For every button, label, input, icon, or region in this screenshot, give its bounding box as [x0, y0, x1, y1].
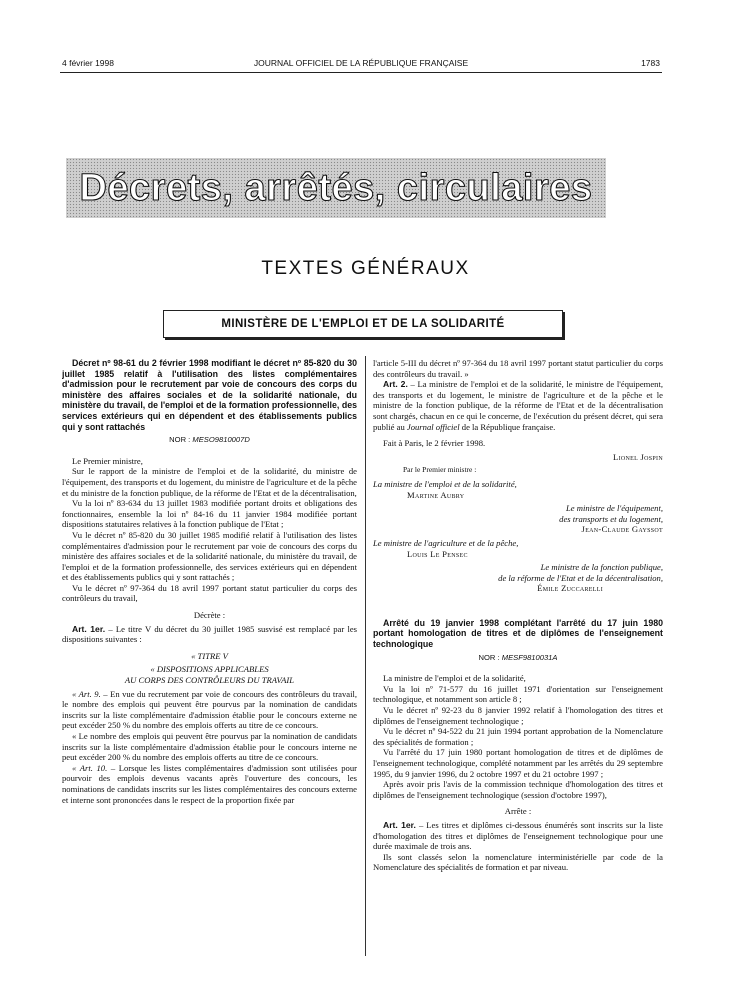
minister-3-role: Le ministre de l'agriculture et de la pêche,	[373, 537, 519, 548]
minister-4-role-a: Le ministre de la fonction publique,	[540, 562, 663, 573]
journal-officiel-ref: Journal officiel	[406, 421, 460, 432]
journal-name: JOURNAL OFFICIEL DE LA RÉPUBLIQUE FRANÇAISE	[253, 58, 469, 68]
arrete-title: Arrêté du 19 janvier 1998 complétant l'arrêté du 17 juin 1980 portant homologation de titres et de diplômes de l'enseignement technologique	[373, 617, 663, 650]
titre-subheading-2: AU CORPS DES CONTRÔLEURS DU TRAVAIL	[124, 675, 295, 686]
header-rule	[60, 72, 662, 73]
decree-paragraph: Vu la loi nº 83-634 du 13 juillet 1983 modifiée portant droits et obligations des fonctionnaires, ensemble la loi nº 84-16 du 11 janvier 1984 modifiée portant dispositions statutaires relatives à la fonction publique de l'Etat ;	[62, 498, 357, 530]
article-2-label: Art. 2.	[383, 379, 408, 390]
decree-paragraph: Le Premier ministre,	[72, 455, 143, 466]
arrete-article-1-label: Art. 1er.	[383, 819, 416, 830]
article-2	[373, 379, 663, 432]
arrete-paragraph: Vu le décret nº 92-23 du 8 janvier 1992 relatif à l'homologation des titres et diplômes de l'enseignement technologique ;	[373, 705, 663, 726]
page-number: 1783	[641, 58, 660, 68]
minister-2-name: Jean-Claude Gayssot	[581, 524, 663, 535]
nor-code: MESO9810007D	[192, 435, 250, 445]
ministry-heading: MINISTÈRE DE L'EMPLOI ET DE LA SOLIDARITÉ	[163, 310, 563, 338]
article-1-text: – Le titre V du décret du 30 juillet 1985 susvisé est remplacé par les dispositions suivantes :	[62, 623, 357, 645]
decree-title: Décret nº 98-61 du 2 février 1998 modifiant le décret nº 85-820 du 30 juillet 1985 relatif à l'utilisation des listes complémentaires d'admission pour le recrutement par voie de concours des corps du ministère des affaires sociales et de la solidarité nationale, du ministère du travail, de l'emploi et de la formation professionnelle, des services extérieurs qui en dépendent et des établissements publics qui y sont rattachés	[62, 358, 357, 432]
decree-paragraph: Sur le rapport de la ministre de l'emploi et de la solidarité, du ministre de l'équipement, des transports et du logement, du ministre de l'agriculture et de la pêche et du ministre de la fonction publique, de la réforme de l'Etat et de la décentralisation,	[62, 466, 357, 498]
article-10-continuation: l'article 5-III du décret nº 97-364 du 18 avril 1997 portant statut particulier du corps des contrôleurs du travail. »	[373, 358, 663, 379]
article-10	[62, 763, 357, 805]
arrete-article-1-paragraph-2: Ils sont classés selon la nomenclature interministérielle par code de la Nomenclature des spécialités de formation et par niveau.	[373, 851, 663, 873]
fait-line: Fait à Paris, le 2 février 1998.	[383, 438, 486, 449]
decree-paragraph: Vu le décret nº 85-820 du 30 juillet 1985 modifié relatif à l'utilisation des listes complémentaires d'admission pour le recrutement par voie de concours des corps du ministère des affaires sociales et de la solidarité nationale, du ministère du travail, de l'emploi et de la formation professionnelle, des services extérieurs qui en dépendent et des établissements publics qui y sont rattachés ;	[62, 529, 357, 583]
minister-4-role-b: de la réforme de l'Etat et de la décentralisation,	[498, 572, 663, 583]
article-10-label: « Art. 10.	[72, 762, 108, 773]
arrete-article-1-text: – Les titres et diplômes ci-dessous énumérés sont inscrits sur la liste d'homologation des titres et diplômes de l'enseignement technologique pour une durée maximale de trois ans.	[373, 819, 663, 852]
titre-subheading-1: « DISPOSITIONS APPLICABLES	[150, 664, 269, 675]
arrete-paragraph: Vu l'arrêté du 17 juin 1980 portant homologation de titres et de diplômes de l'enseignement technologique, complété notamment par les arrêtés du 29 septembre 1995, du 9 janvier 1996, du 2 octobre 1997 et du 21 octobre 1997 ;	[373, 747, 663, 779]
banner-title: Décrets, arrêtés, circulaires	[79, 167, 593, 209]
arrete-paragraph: La ministre de l'emploi et de la solidarité,	[383, 673, 526, 684]
par-premier-ministre: Par le Premier ministre :	[403, 465, 477, 475]
nor-label: NOR :	[478, 652, 500, 662]
article-2-end: de la République française.	[459, 421, 556, 432]
article-9-label: « Art. 9.	[72, 688, 101, 699]
signature-pm: Lionel Jospin	[613, 451, 663, 462]
article-9-text: – En vue du recrutement par voie de concours des contrôleurs du travail, le nombre des emplois qui peuvent être pourvus par la nomination de candidats inscrits sur la liste complémentaire d'admission établie pour le concours externe ne peut excéder 250 % du nombre des emplois offerts au titre de ce concours.	[62, 688, 357, 731]
minister-1-name: Martine Aubry	[407, 489, 465, 500]
running-header	[62, 58, 660, 72]
article-10-text: – Lorsque les listes complémentaires d'admission sont utilisées pour pourvoir des emplois devenus vacants après l'ouverture des concours, les nominations de candidats inscrits sur les listes complémentaires des concours externe et interne sont prononcées dans le respect de la proportion fixée par	[62, 762, 357, 805]
article-1-label: Art. 1er.	[72, 623, 106, 634]
article-9	[62, 689, 357, 731]
arrete-paragraph: Vu le décret nº 94-522 du 21 juin 1994 portant approbation de la Nomenclature des spécialités de formation ;	[373, 726, 663, 747]
decrete-line: Décrète :	[193, 610, 226, 621]
nor-label: NOR :	[169, 435, 191, 445]
article-9-paragraph-2: « Le nombre des emplois qui peuvent être pourvus par la nomination de candidats inscrits sur la liste complémentaire d'admission établie pour le concours interne ne peut excéder 200 % du nombre des emplois offerts au titre de ce concours.	[62, 731, 357, 763]
minister-2-role-b: des transports et du logement,	[559, 513, 663, 524]
minister-3-name: Louis Le Pensec	[407, 548, 468, 559]
decree-nor	[62, 435, 357, 446]
left-column	[62, 358, 357, 958]
arrete-nor	[373, 653, 663, 664]
article-2-text: – La ministre de l'emploi et de la solidarité, le ministre de l'équipement, des transports et du logement, le ministre de l'agriculture et de la pêche et le ministre de la fonction publique, de la réforme de l'Etat et de la décentralisation sont chargés, chacun en ce qui le concerne, de l'exécution du présent décret, qui sera publié au	[373, 379, 663, 432]
titre-heading: « TITRE V	[191, 650, 228, 661]
arrete-paragraph: Après avoir pris l'avis de la commission technique d'homologation des titres et diplômes de l'enseignement technologique (session d'octobre 1997),	[373, 779, 663, 800]
article-1	[62, 624, 357, 645]
issue-date: 4 février 1998	[62, 58, 114, 68]
minister-1-role: La ministre de l'emploi et de la solidarité,	[373, 478, 517, 489]
column-divider	[365, 356, 366, 956]
minister-2-role-a: Le ministre de l'équipement,	[566, 503, 663, 514]
decree-paragraph: Vu le décret nº 97-364 du 18 avril 1997 portant statut particulier du corps des contrôleurs du travail,	[62, 582, 357, 604]
nor-code: MESF9810031A	[501, 652, 558, 662]
arrete-line: Arrête :	[504, 806, 532, 817]
arrete-article-1	[373, 820, 663, 852]
arrete-paragraph: Vu la loi nº 71-577 du 16 juillet 1971 d'orientation sur l'enseignement technologique, et notamment son article 8 ;	[373, 683, 663, 705]
minister-4-name: Émile Zuccarelli	[537, 583, 603, 594]
section-title: TEXTES GÉNÉRAUX	[261, 258, 470, 279]
right-column	[373, 358, 663, 958]
